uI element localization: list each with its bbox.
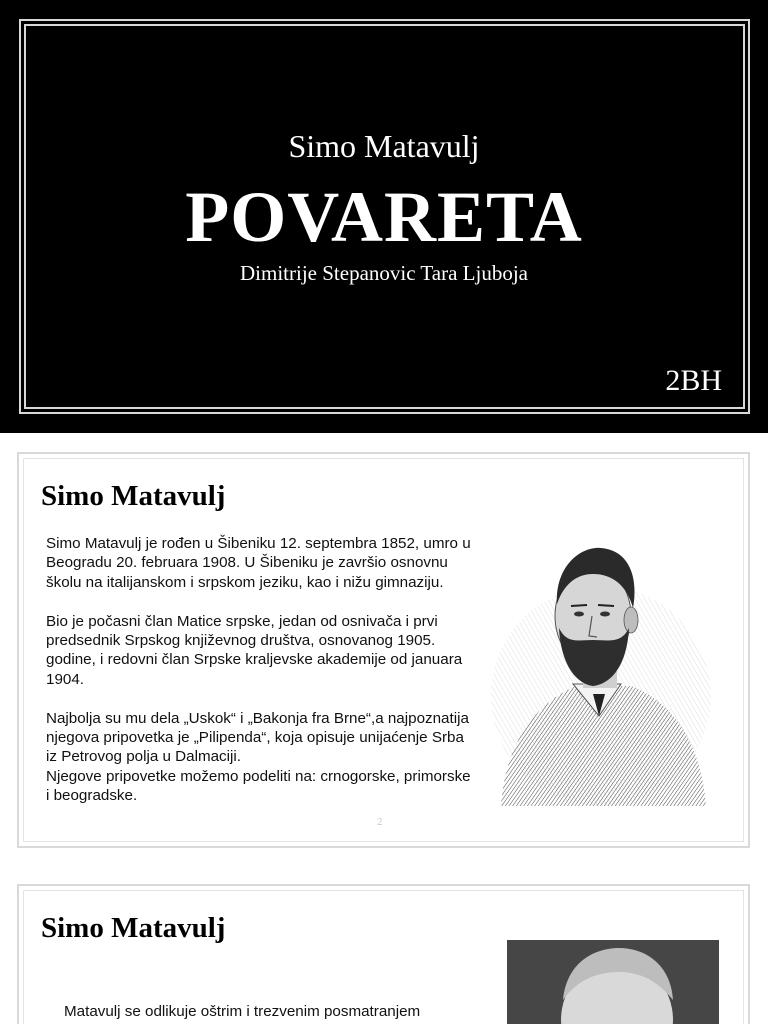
author-portrait-photo [507, 940, 719, 1024]
work-title: POVARETA [185, 177, 583, 257]
style-slide [17, 884, 750, 1024]
bio-paragraph-3: Najbolja su mu dela „Uskok“ i „Bakonja fra Brne“,a najpoznatija njegova pripovetka je „Pilipenda“, koja opisuje unijaćenje Srba iz Petrovog polja u Dalmaciji. [46, 709, 469, 766]
author-portrait-engraving [481, 516, 711, 806]
bio-paragraph-1: Simo Matavulj je rođen u Šibeniku 12. septembra 1852, umro u Beogradu 20. februara 1908. U Šibeniku je završio osnovnu školu na italijanskom i srpskom jeziku, kao i nižu gimnaziju. [46, 535, 471, 591]
slide-heading: Simo Matavulj [41, 480, 226, 512]
slide-heading: Simo Matavulj [41, 912, 226, 944]
author-name: Simo Matavulj [288, 128, 480, 164]
presenters: Dimitrije Stepanovic Tara Ljuboja [240, 261, 528, 285]
class-label: 2BH [665, 364, 722, 397]
biography-slide [17, 452, 750, 848]
bio-paragraph-4: Njegove pripovetke možemo podeliti na: crnogorske, primorske i beogradske. [46, 767, 471, 805]
style-text: Matavulj se odlikuje oštrim i trezvenim posmatranjem [64, 1003, 421, 1020]
bio-paragraph-2: Bio je počasni član Matice srpske, jedan od osnivača i prvi predsednik Srpskog književnog društva, osnovanog 1905. godine, i redovni član Srpske kraljevske akademije od januara 1904. [46, 612, 463, 688]
page-number: 2 [377, 816, 383, 828]
title-slide [0, 0, 768, 433]
biography-text [46, 534, 476, 806]
